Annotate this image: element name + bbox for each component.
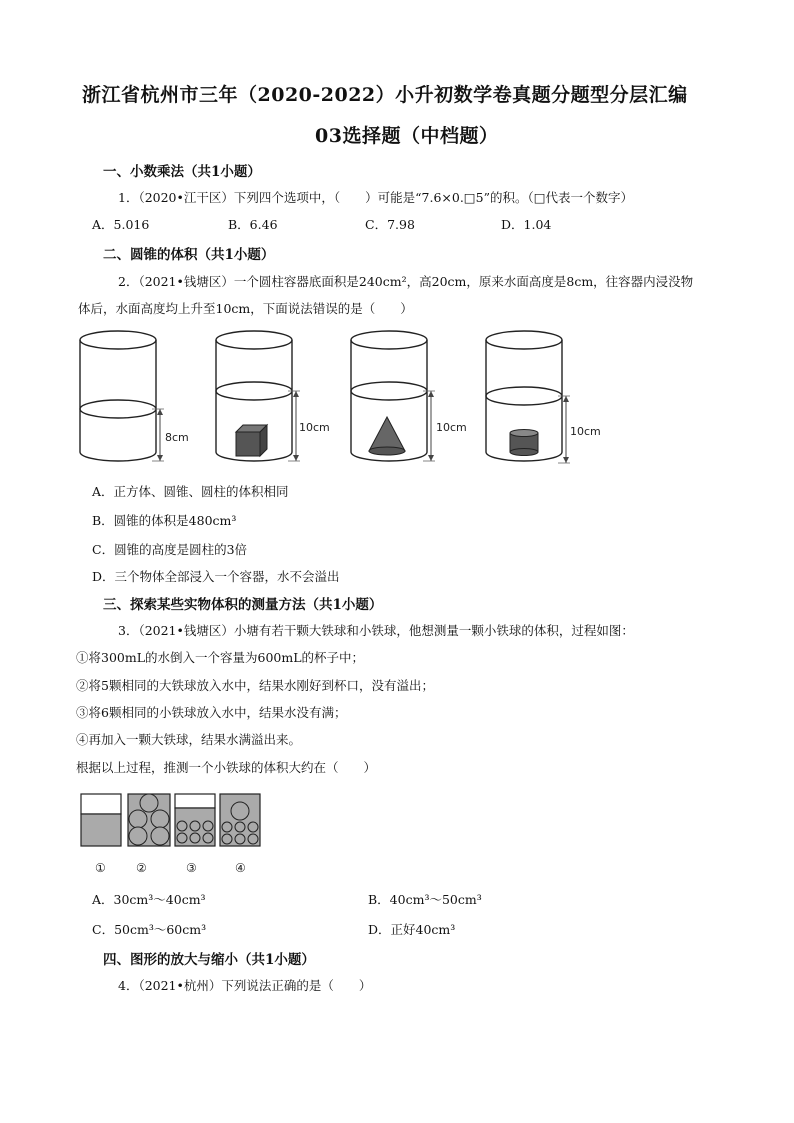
cylinder-3 xyxy=(351,331,435,461)
q2-option-c: C．圆锥的高度是圆柱的3倍 xyxy=(92,542,248,557)
q3-prompt: 根据以上过程，推测一个小铁球的体积大约在（ ） xyxy=(76,760,377,775)
q3-option-a: A．30cm³～40cm³ xyxy=(92,892,206,907)
q3-option-c: C．50cm³～60cm³ xyxy=(92,922,207,937)
question-2-line2: 体后，水面高度均上升至10cm，下面说法错误的是（ ） xyxy=(78,301,413,316)
q2-option-b: B．圆锥的体积是480cm³ xyxy=(92,513,237,528)
cylinders-figure xyxy=(74,325,634,475)
q1-option-a: A．5.016 xyxy=(92,217,150,232)
section-heading-2: 二、圆锥的体积（共1小题） xyxy=(103,247,275,263)
q2-option-d: D．三个物体全部浸入一个容器，水不会溢出 xyxy=(92,569,340,584)
page-title: 浙江省杭州市三年（2020-2022）小升初数学卷真题分题型分层汇编 xyxy=(82,84,688,106)
cup-label-2: ② xyxy=(136,861,147,875)
section-heading-3: 三、探索某些实物体积的测量方法（共1小题） xyxy=(103,597,383,613)
q1-option-c: C．7.98 xyxy=(365,217,415,232)
cylinder-4 xyxy=(486,331,570,463)
question-3: 3．（2021•钱塘区）小塘有若干颗大铁球和小铁球，他想测量一颗小铁球的体积，过程如图： xyxy=(118,623,634,638)
cyl4-height-label: 10cm xyxy=(570,425,601,438)
cup-2 xyxy=(128,794,170,846)
q3-step-1: ①将300mL的水倒入一个容量为600mL的杯子中； xyxy=(76,650,365,665)
q3-option-d: D．正好40cm³ xyxy=(368,922,456,937)
question-1: 1．（2020•江干区）下列四个选项中，（ ）可能是“7.6×0.□5”的积。（□代表一个数字） xyxy=(118,190,634,205)
cyl1-height-label: 8cm xyxy=(165,431,189,444)
question-4: 4．（2021•杭州）下列说法正确的是（ ） xyxy=(118,978,372,993)
section-heading-1: 一、小数乘法（共1小题） xyxy=(103,164,261,180)
question-2-line1: 2．（2021•钱塘区）一个圆柱容器底面积是240cm²，高20cm，原来水面高度是8cm，往容器内浸没物 xyxy=(118,274,694,289)
cup-label-4: ④ xyxy=(235,861,246,875)
q3-step-2: ②将5颗相同的大铁球放入水中，结果水刚好到杯口，没有溢出； xyxy=(76,678,434,693)
cube-shape xyxy=(236,425,267,456)
cup-3 xyxy=(175,794,215,846)
small-cylinder-shape xyxy=(510,430,538,456)
q3-step-3: ③将6颗相同的小铁球放入水中，结果水没有满； xyxy=(76,705,347,720)
q3-option-b: B．40cm³～50cm³ xyxy=(368,892,482,907)
cyl2-height-label: 10cm xyxy=(299,421,330,434)
q1-option-b: B．6.46 xyxy=(228,217,278,232)
cylinder-1 xyxy=(80,331,164,461)
cup-4 xyxy=(220,794,260,846)
cylinder-2 xyxy=(216,331,300,461)
q3-step-4: ④再加入一颗大铁球，结果水满溢出来。 xyxy=(76,732,302,747)
section-heading-4: 四、图形的放大与缩小（共1小题） xyxy=(103,952,315,968)
cup-label-3: ③ xyxy=(186,861,197,875)
page-subtitle: 03选择题（中档题） xyxy=(315,125,499,147)
cyl3-height-label: 10cm xyxy=(436,421,467,434)
cups-figure xyxy=(80,790,280,880)
q2-option-a: A．正方体、圆锥、圆柱的体积相同 xyxy=(92,484,289,499)
cone-shape xyxy=(369,417,405,455)
q1-option-d: D．1.04 xyxy=(501,217,552,232)
cup-1 xyxy=(81,794,121,846)
cup-label-1: ① xyxy=(95,861,106,875)
